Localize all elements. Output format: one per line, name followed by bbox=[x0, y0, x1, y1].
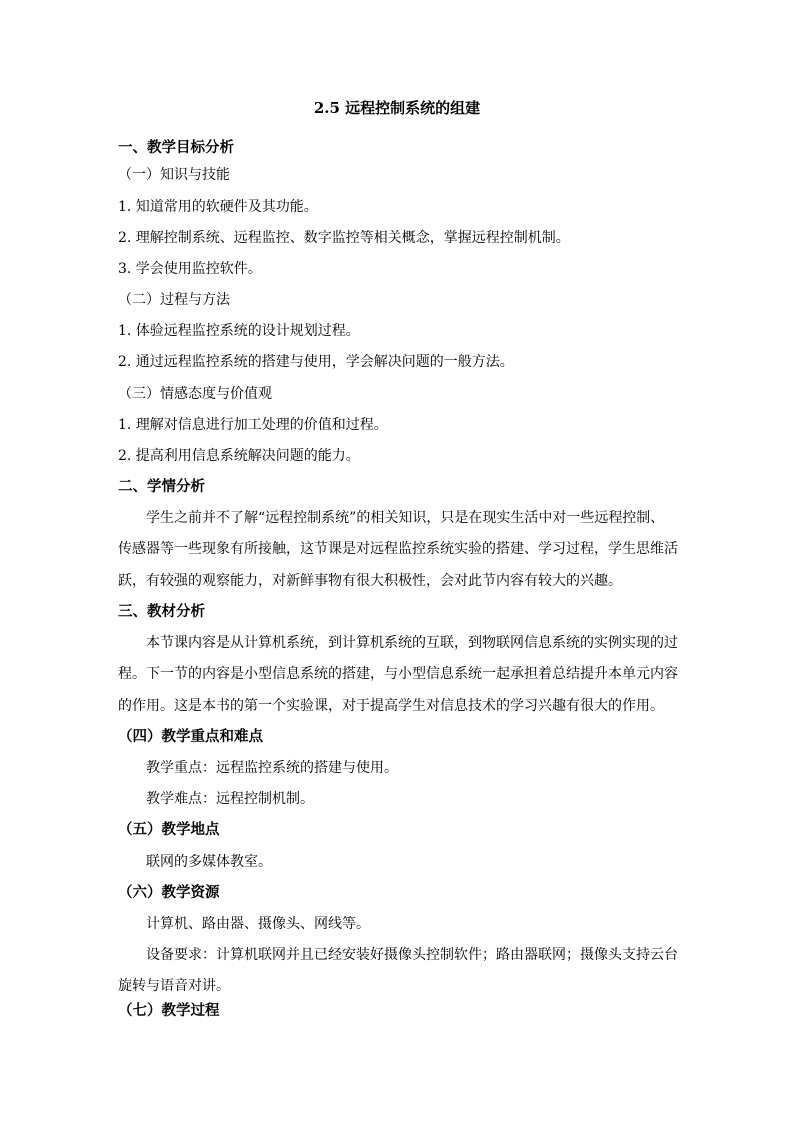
section-heading-objectives: 一、教学目标分析 bbox=[118, 140, 234, 156]
paragraph-line: 本节课内容是从计算机系统，到计算机系统的互联，到物联网信息系统的实例实现的过 bbox=[146, 635, 678, 651]
section-heading-textbook-analysis: 三、教材分析 bbox=[118, 604, 205, 620]
paragraph-line: 学生之前并不了解“远程控制系统”的相关知识，只是在现实生活中对一些远程控制、 bbox=[146, 510, 665, 526]
section-heading-location: （五）教学地点 bbox=[118, 821, 220, 838]
section-heading-process: （七）教学过程 bbox=[118, 1002, 220, 1019]
difficult-point-text: 教学难点：远程控制机制。 bbox=[146, 791, 314, 807]
paragraph-line: 的作用。这是本书的第一个实验课，对于提高学生对信息技术的学习兴趣有很大的作用。 bbox=[118, 698, 664, 714]
document-title: 2.5 远程控制系统的组建 bbox=[313, 99, 481, 117]
list-item: 2. 通过远程监控系统的搭建与使用，学会解决问题的一般方法。 bbox=[118, 354, 514, 370]
subheading-knowledge-skills: （一）知识与技能 bbox=[118, 167, 230, 183]
list-item: 1. 知道常用的软硬件及其功能。 bbox=[118, 199, 318, 215]
list-item: 3. 学会使用监控软件。 bbox=[118, 261, 262, 277]
section-heading-key-difficult: （四）教学重点和难点 bbox=[118, 728, 263, 745]
equipment-requirements-line: 旋转与语音对讲。 bbox=[118, 978, 230, 994]
list-item: 1. 体验远程监控系统的设计规划过程。 bbox=[118, 323, 360, 339]
resources-text: 计算机、路由器、摄像头、网线等。 bbox=[146, 916, 370, 932]
list-item: 2. 提高利用信息系统解决问题的能力。 bbox=[118, 448, 360, 464]
subheading-process-methods: （二）过程与方法 bbox=[118, 292, 230, 308]
key-point-text: 教学重点：远程监控系统的搭建与使用。 bbox=[146, 760, 398, 776]
equipment-requirements-line: 设备要求：计算机联网并且已经安装好摄像头控制软件；路由器联网；摄像头支持云台 bbox=[146, 947, 678, 963]
list-item: 1. 理解对信息进行加工处理的价值和过程。 bbox=[118, 417, 388, 433]
list-item: 2. 理解控制系统、远程监控、数字监控等相关概念，掌握远程控制机制。 bbox=[118, 230, 570, 246]
section-heading-student-analysis: 二、学情分析 bbox=[118, 479, 205, 495]
paragraph-line: 传感器等一些现象有所接触，这节课是对远程监控系统实验的搭建、学习过程，学生思维活 bbox=[118, 541, 678, 557]
subheading-attitudes-values: （三）情感态度与价值观 bbox=[118, 386, 272, 402]
paragraph-line: 程。下一节的内容是小型信息系统的搭建，与小型信息系统一起承担着总结提升本单元内容 bbox=[118, 666, 678, 682]
location-text: 联网的多媒体教室。 bbox=[146, 854, 272, 870]
section-heading-resources: （六）教学资源 bbox=[118, 884, 220, 901]
paragraph-line: 跃，有较强的观察能力，对新鲜事物有很大积极性，会对此节内容有较大的兴趣。 bbox=[118, 573, 622, 589]
